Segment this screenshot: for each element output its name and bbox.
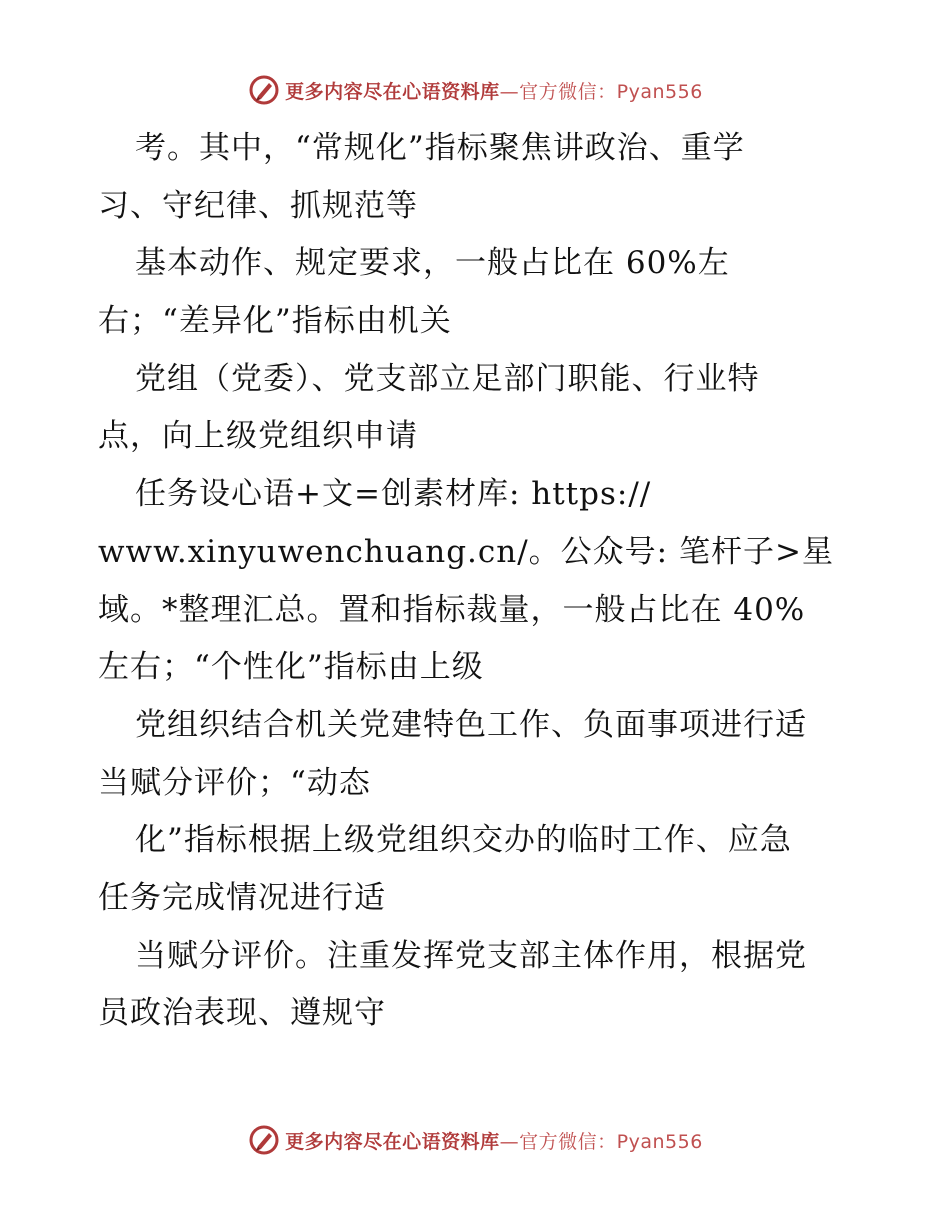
body-line: 当赋分评价。注重发挥党支部主体作用，根据党	[135, 937, 807, 974]
header-banner-text	[285, 77, 703, 104]
body-line: 任务设心语+文=创素材库: https://	[135, 476, 652, 513]
header-banner-dash: —	[499, 80, 520, 103]
body-line: 右；“差异化”指标由机关	[98, 303, 452, 340]
footer-banner	[0, 1120, 950, 1160]
body-line: 当赋分评价；“动态	[98, 764, 371, 801]
document-body	[98, 120, 858, 1043]
header-banner-main: 更多内容尽在心语资料库	[285, 80, 500, 103]
body-line: 习、守纪律、抓规范等	[98, 187, 418, 224]
body-line: 基本动作、规定要求，一般占比在 60%左	[135, 245, 730, 282]
header-banner	[0, 70, 950, 110]
footer-banner-main: 更多内容尽在心语资料库	[285, 1130, 500, 1153]
footer-banner-dash: —	[499, 1130, 520, 1153]
body-line: 域。*整理汇总。置和指标裁量，一般占比在 40%	[98, 591, 806, 628]
body-line: 任务完成情况进行适	[98, 879, 386, 916]
body-line: 党组（党委）、党支部立足部门职能、行业特	[135, 360, 760, 397]
footer-banner-text	[285, 1127, 703, 1154]
body-line: 考。其中，“常规化”指标聚焦讲政治、重学	[135, 130, 745, 166]
pen-logo-icon	[247, 73, 281, 107]
body-line: 左右；“个性化”指标由上级	[98, 649, 484, 686]
pen-logo-icon	[247, 1123, 281, 1157]
body-line: www.xinyuwenchuang.cn/。公众号: 笔杆子>星	[98, 533, 834, 570]
footer-banner-rest: 官方微信：Pyan556	[519, 1130, 703, 1153]
body-line: 化”指标根据上级党组织交办的临时工作、应急	[135, 822, 792, 859]
body-line: 员政治表现、遵规守	[98, 995, 386, 1032]
body-line: 点，向上级党组织申请	[98, 418, 418, 455]
header-banner-rest: 官方微信：Pyan556	[519, 80, 703, 103]
body-line: 党组织结合机关党建特色工作、负面事项进行适	[135, 706, 807, 743]
